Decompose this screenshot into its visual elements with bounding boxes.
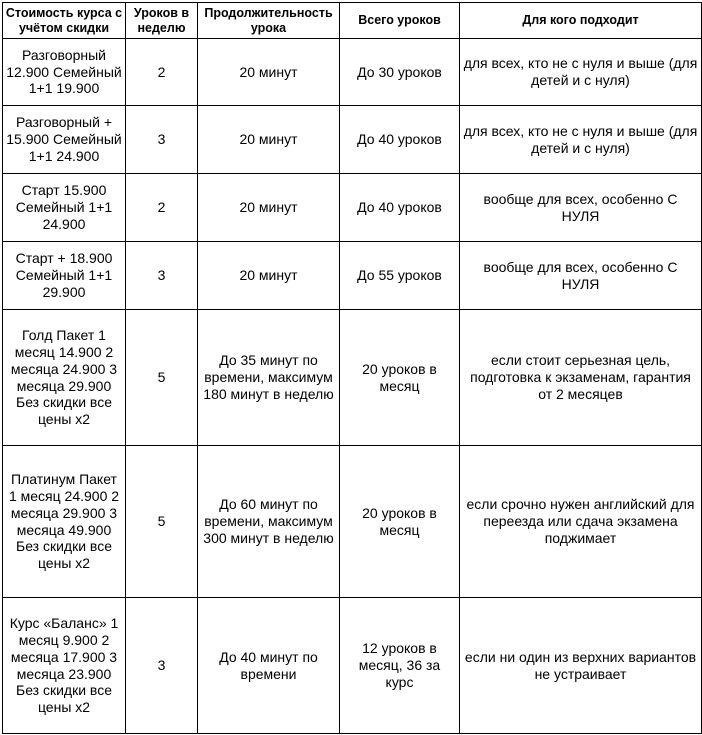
audience-cell: вообще для всех, особенно С НУЛЯ: [460, 242, 702, 310]
price-cell: Разговорный + 15.900 Семейный 1+1 24.900: [3, 106, 126, 174]
table-row: [3, 310, 702, 446]
table-row: [3, 446, 702, 598]
price-cell: Голд Пакет 1 месяц 14.900 2 месяца 24.900 3 месяца 29.900 Без скидки все цены х2: [3, 310, 126, 446]
price-cell: Разговорный 12.900 Семейный 1+1 19.900: [3, 39, 126, 106]
table-row: [3, 242, 702, 310]
header-price: Стоимость курса с учётом скидки: [3, 3, 126, 39]
audience-cell: для всех, кто не с нуля и выше (для детей и с нуля): [460, 106, 702, 174]
total-lessons-cell: 20 уроков в месяц: [340, 310, 460, 446]
audience-cell: если ни один из верхних вариантов не устраивает: [460, 598, 702, 734]
duration-cell: 20 минут: [198, 39, 340, 106]
duration-cell: 20 минут: [198, 174, 340, 242]
table-header-row: [3, 3, 702, 39]
audience-cell: вообще для всех, особенно С НУЛЯ: [460, 174, 702, 242]
header-total-lessons: Всего уроков: [340, 3, 460, 39]
audience-cell: если срочно нужен английский для переезда или сдача экзамена поджимает: [460, 446, 702, 598]
lessons-per-week-cell: 3: [126, 242, 198, 310]
header-lessons-per-week: Уроков в неделю: [126, 3, 198, 39]
header-audience: Для кого подходит: [460, 3, 702, 39]
table-row: [3, 106, 702, 174]
duration-cell: До 35 минут по времени, максимум 180 минут в неделю: [198, 310, 340, 446]
table-row: [3, 39, 702, 106]
total-lessons-cell: До 55 уроков: [340, 242, 460, 310]
price-cell: Старт 15.900 Семейный 1+1 24.900: [3, 174, 126, 242]
lessons-per-week-cell: 5: [126, 310, 198, 446]
lessons-per-week-cell: 3: [126, 598, 198, 734]
price-cell: Старт + 18.900 Семейный 1+1 29.900: [3, 242, 126, 310]
duration-cell: 20 минут: [198, 242, 340, 310]
course-price-table: [2, 2, 702, 734]
price-cell: Курс «Баланс» 1 месяц 9.900 2 месяца 17.900 3 месяца 23.900 Без скидки все цены х2: [3, 598, 126, 734]
total-lessons-cell: До 40 уроков: [340, 174, 460, 242]
lessons-per-week-cell: 5: [126, 446, 198, 598]
lessons-per-week-cell: 3: [126, 106, 198, 174]
lessons-per-week-cell: 2: [126, 39, 198, 106]
total-lessons-cell: 20 уроков в месяц: [340, 446, 460, 598]
duration-cell: До 60 минут по времени, максимум 300 минут в неделю: [198, 446, 340, 598]
audience-cell: если стоит серьезная цель, подготовка к экзаменам, гарантия от 2 месяцев: [460, 310, 702, 446]
table-row: [3, 598, 702, 734]
header-lesson-duration: Продолжительность урока: [198, 3, 340, 39]
price-cell: Платинум Пакет 1 месяц 24.900 2 месяца 29.900 3 месяца 49.900 Без скидки все цены х2: [3, 446, 126, 598]
total-lessons-cell: До 30 уроков: [340, 39, 460, 106]
total-lessons-cell: 12 уроков в месяц, 36 за курс: [340, 598, 460, 734]
table-row: [3, 174, 702, 242]
lessons-per-week-cell: 2: [126, 174, 198, 242]
duration-cell: 20 минут: [198, 106, 340, 174]
duration-cell: До 40 минут по времени: [198, 598, 340, 734]
audience-cell: для всех, кто не с нуля и выше (для детей и с нуля): [460, 39, 702, 106]
total-lessons-cell: До 40 уроков: [340, 106, 460, 174]
